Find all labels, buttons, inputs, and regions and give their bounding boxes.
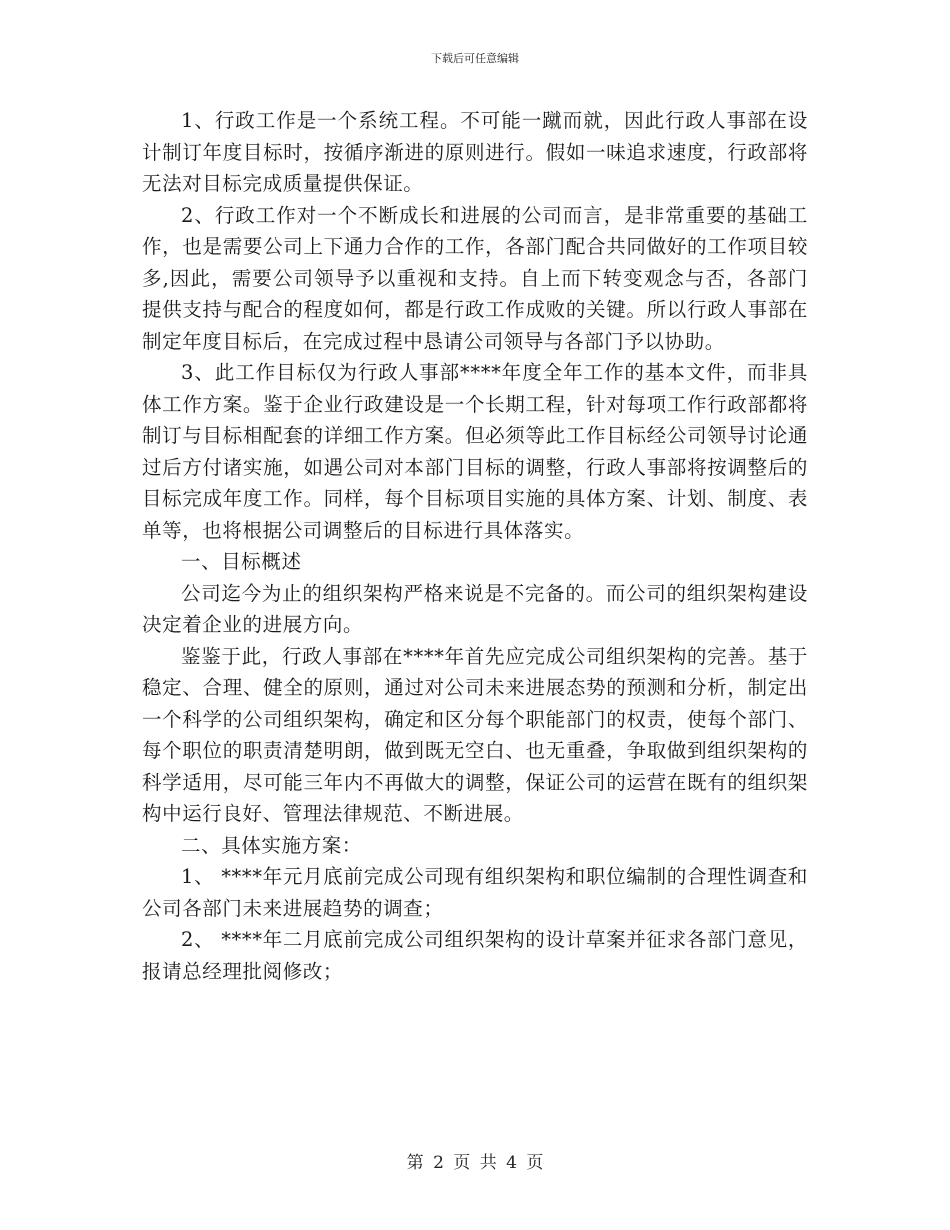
list-item-2: 2、 ****年二月底前完成公司组织架构的设计草案并征求各部门意见，报请总经理批阅修改； [142,928,808,983]
paragraph-3: 3、此工作目标仅为行政人事部****年度全年工作的基本文件，而非具体工作方案。鉴于企业行政建设是一个长期工程，针对每项工作行政部都将制订与目标相配套的详细工作方案。但必须等此工作目标经公司领导讨论通过后方付诸实施，如遇公司对本部门目标的调整，行政人事部将按调整后的目标完成年度工作。同样，每个目标项目实施的具体方案、计划、制度、表单等，也将根据公司调整后的目标进行具体落实。 [142,361,808,542]
paragraph-5: 鉴鉴于此，行政人事部在****年首先应完成公司组织架构的完善。基于稳定、合理、健全的原则，通过对公司未来进展态势的预测和分析，制定出一个科学的公司组织架构，确定和区分每个职能部门的权责，使每个部门、每个职位的职责清楚明朗，做到既无空白、也无重叠，争取做到组织架构的科学适用，尽可能三年内不再做大的调整，保证公司的运营在既有的组织架构中运行良好、管理法律规范、不断进展。 [142,644,808,825]
page-header: 下载后可任意编辑 [431,52,519,65]
list-item-1: 1、 ****年元月底前完成公司现有组织架构和职位编制的合理性调查和公司各部门未来进展趋势的调查； [142,865,808,920]
paragraph-2: 2、行政工作对一个不断成长和进展的公司而言，是非常重要的基础工作，也是需要公司上下通力合作的工作，各部门配合共同做好的工作项目较多,因此，需要公司领导予以重视和支持。自上而下转变观念与否，各部门提供支持与配合的程度如何，都是行政工作成败的关键。所以行政人事部在制定年度目标后，在完成过程中恳请公司领导与各部门予以协助。 [142,203,808,353]
section-heading-2: 二、具体实施方案： [181,833,362,857]
section-heading-1: 一、目标概述 [181,550,302,573]
paragraph-1: 1、行政工作是一个系统工程。不可能一蹴而就，因此行政人事部在设计制订年度目标时，按循序渐进的原则进行。假如一味追求速度，行政部将无法对目标完成质量提供保证。 [142,109,808,195]
page-number: 第 2 页 共 4 页 [406,1153,544,1173]
document-body [142,105,808,987]
paragraph-4: 公司迄今为止的组织架构严格来说是不完备的。而公司的组织架构建设决定着企业的进展方向。 [142,581,808,636]
